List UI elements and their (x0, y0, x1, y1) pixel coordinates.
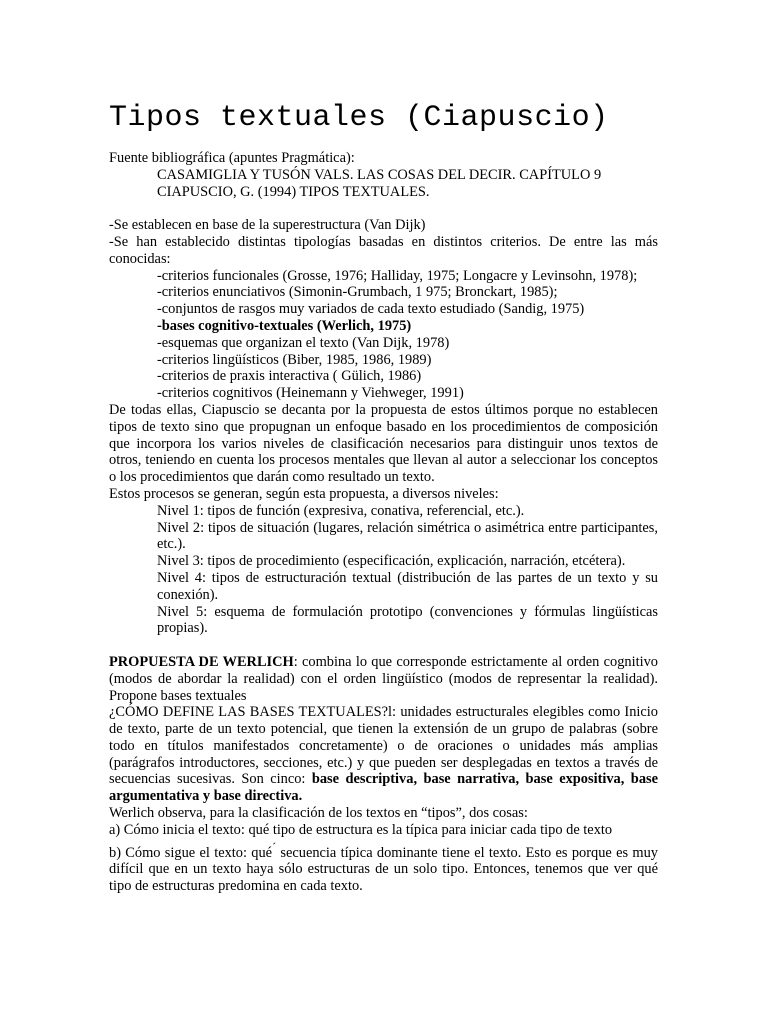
criteria-item: -criterios de praxis interactiva ( Gülich, 1986) (157, 368, 422, 385)
spacer (109, 200, 658, 217)
source-ref: CASAMIGLIA Y TUSÓN VALS. LAS COSAS DEL DECIR. CAPÍTULO 9 (157, 166, 602, 183)
source-heading: Fuente bibliográfica (apuntes Pragmática): (109, 150, 355, 166)
criteria-item: -criterios enunciativos (Simonin-Grumbach, 1 975; Bronckart, 1985); (157, 284, 558, 301)
werlich-paragraph (109, 654, 658, 704)
document-title: Tipos textuales (Ciapuscio) (109, 101, 609, 135)
werlich-heading: PROPUESTA DE WERLICH (109, 653, 294, 670)
bases-definition-text: ¿CÓMO DEFINE LAS BASES TEXTUALES?l: unidades estructurales elegibles como Inicio de texto, parte de un texto potencial, que tienen la extensión de un grupo de palabras (sobre todo en títulos manifestados concretamente) o de oraciones o unidades más amplias (parágrafos introductores, secciones, etc.) y que pueden ser desplegadas en textos a través de secuencias sucesivas. Son cinco: (109, 704, 658, 788)
criteria-item: -criterios funcionales (Grosse, 1976; Halliday, 1975; Longacre y Levinsohn, 1978); (157, 267, 638, 284)
intro-line: -Se establecen en base de la superestructura (Van Dijk) (109, 217, 426, 234)
criteria-item-bold: -bases cognitivo-textuales (Werlich, 1975) (157, 317, 412, 334)
point-b-end: secuencia típica dominante tiene el texto. Esto es porque es muy difícil que en un texto haya sólo estructuras de un solo tipo. Entonces, tenemos que ver qué tipo de estructuras predomina en cada texto. (109, 844, 658, 895)
criteria-item: -criterios cognitivos (Heinemann y Viehweger, 1991) (157, 385, 464, 402)
bases-list: base descriptiva, base narrativa, base expositiva, base argumentativa y base directiva. (109, 771, 658, 805)
levels-intro: Estos procesos se generan, según esta propuesta, a diversos niveles: (109, 485, 499, 502)
point-b (109, 839, 658, 895)
werlich-observa: Werlich observa, para la clasificación de los textos en “tipos”, dos cosas: (109, 805, 528, 822)
point-b-start: b) Cómo sigue el texto: qué (109, 844, 273, 861)
level-item: Nivel 3: tipos de procedimiento (especificación, explicación, narración, etcétera). (157, 553, 626, 570)
point-a: a) Cómo inicia el texto: qué tipo de estructura es la típica para iniciar cada tipo de texto (109, 821, 613, 838)
level-item: Nivel 2: tipos de situación (lugares, relación simétrica o asimétrica entre participantes, etc.). (157, 519, 658, 553)
criteria-item: -criterios lingüísticos (Biber, 1985, 1986, 1989) (157, 351, 432, 368)
level-item: Nivel 1: tipos de función (expresiva, conativa, referencial, etc.). (157, 502, 525, 519)
bases-definition (109, 704, 658, 805)
source-ref: CIAPUSCIO, G. (1994) TIPOS TEXTUALES. (157, 183, 430, 200)
stray-accent-mark: ´ (272, 839, 277, 854)
ciapuscio-paragraph: De todas ellas, Ciapuscio se decanta por la propuesta de estos últimos porque no establecen tipos de texto sino que propugnan un enfoque basado en los procedimientos de composición que incorpora los varios niveles de clasificación necesarios para distinguir unos textos de otros, teniendo en cuenta los procesos mentales que llevan al autor a seleccionar los conceptos o los procedimientos que darán como resultado un texto. (109, 401, 658, 486)
level-item: Nivel 4: tipos de estructuración textual (distribución de las partes de un texto y su conexión). (157, 569, 658, 603)
intro-line: -Se han establecido distintas tipologías basadas en distintos criterios. De entre las más conocidas: (109, 233, 658, 267)
spacer (109, 637, 658, 654)
level-item: Nivel 5: esquema de formulación prototipo (convenciones y fórmulas lingüísticas propias). (157, 603, 658, 637)
criteria-item: -esquemas que organizan el texto (Van Dijk, 1978) (157, 334, 450, 351)
document-body (109, 150, 658, 895)
werlich-text: : combina lo que corresponde estrictamente al orden cognitivo (modos de abordar la realidad) con el orden lingüístico (modos de representar la realidad). Propone bases textuales (109, 653, 658, 704)
criteria-item: -conjuntos de rasgos muy variados de cada texto estudiado (Sandig, 1975) (157, 301, 585, 318)
criteria-item (109, 318, 658, 335)
